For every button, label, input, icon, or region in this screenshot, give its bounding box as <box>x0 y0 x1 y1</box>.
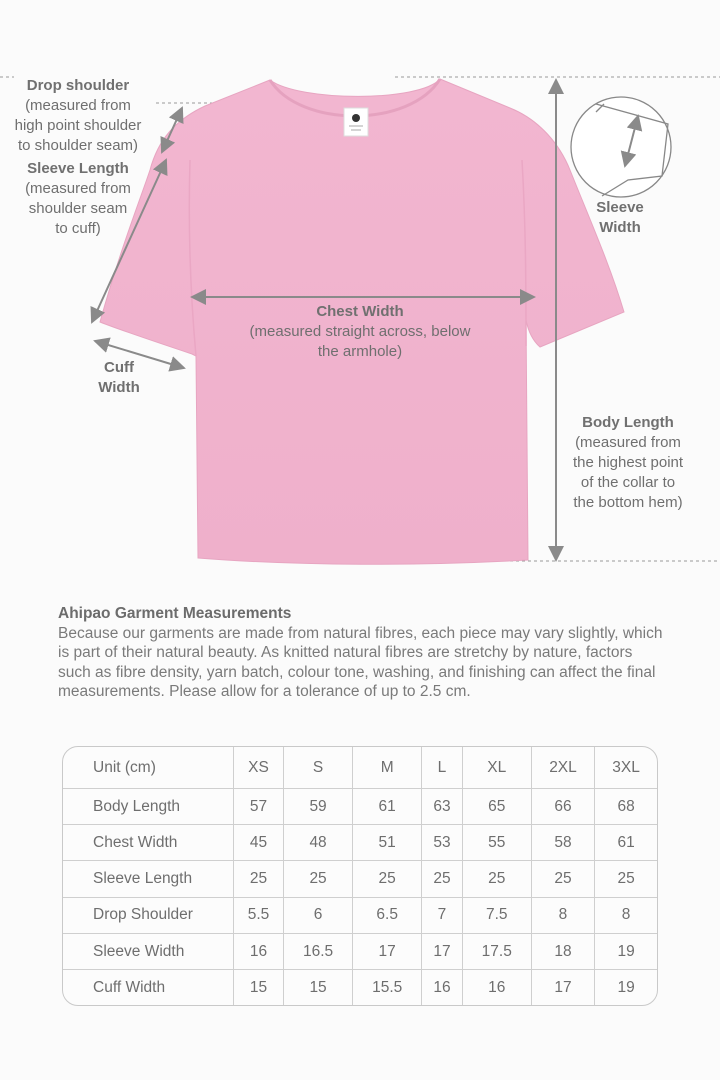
table-cell: 6 <box>284 897 353 933</box>
header-cell: XL <box>462 747 531 789</box>
header-cell: L <box>422 747 462 789</box>
table-cell: 5.5 <box>234 897 284 933</box>
table-cell: 6.5 <box>353 897 422 933</box>
cuff-width-annotation <box>84 358 154 398</box>
table-cell: 19 <box>595 933 657 969</box>
table-row <box>63 897 657 933</box>
chest-width-annotation <box>228 302 492 362</box>
table-cell: 8 <box>595 897 657 933</box>
header-cell: Unit (cm) <box>63 747 234 789</box>
table-cell: 51 <box>353 825 422 861</box>
table-cell: 65 <box>462 789 531 825</box>
row-label: Sleeve Length <box>63 861 234 897</box>
table-cell: 15.5 <box>353 970 422 1005</box>
table-cell: 57 <box>234 789 284 825</box>
table-row <box>63 825 657 861</box>
table-cell: 61 <box>595 825 657 861</box>
table-cell: 17 <box>531 970 594 1005</box>
row-label: Cuff Width <box>63 970 234 1005</box>
table-cell: 8 <box>531 897 594 933</box>
drop-shoulder-annotation <box>2 76 154 156</box>
table-cell: 55 <box>462 825 531 861</box>
table-cell: 45 <box>234 825 284 861</box>
size-chart <box>62 746 658 1006</box>
measurement-note-body: Because our garments are made from natural fibres, each piece may vary slightly, which is part of their natural beauty. As knitted natural fibres are stretchy by nature, factors such as fibre density, yarn batch, colour tone, washing, and finishing can affect the final measurements. Please allow for a tolerance of up to 2.5 cm. <box>58 624 663 700</box>
sleeve-length-line-3: to cuff) <box>55 220 101 237</box>
drop-shoulder-line-1: (measured from <box>25 97 131 114</box>
table-cell: 16 <box>234 933 284 969</box>
chest-width-line-2: the armhole) <box>317 343 403 360</box>
sleeve-width-title-2: Width <box>599 219 641 236</box>
table-cell: 66 <box>531 789 594 825</box>
size-table <box>63 747 657 1005</box>
table-cell: 25 <box>531 861 594 897</box>
table-cell: 25 <box>284 861 353 897</box>
table-cell: 25 <box>462 861 531 897</box>
table-cell: 68 <box>595 789 657 825</box>
row-label: Body Length <box>63 789 234 825</box>
table-cell: 19 <box>595 970 657 1005</box>
table-cell: 15 <box>234 970 284 1005</box>
row-label: Drop Shoulder <box>63 897 234 933</box>
body-length-line-1: (measured from <box>575 434 681 451</box>
table-row <box>63 861 657 897</box>
sleeve-length-annotation <box>2 159 154 239</box>
sleeve-length-title: Sleeve Length <box>27 160 129 177</box>
table-cell: 25 <box>422 861 462 897</box>
table-cell: 53 <box>422 825 462 861</box>
brand-logo-icon <box>352 114 360 122</box>
table-cell: 63 <box>422 789 462 825</box>
body-length-title: Body Length <box>582 414 674 431</box>
table-row <box>63 933 657 969</box>
drop-shoulder-title: Drop shoulder <box>26 77 130 94</box>
measurement-note-heading: Ahipao Garment Measurements <box>58 605 292 622</box>
table-cell: 61 <box>353 789 422 825</box>
sleeve-width-annotation <box>584 198 656 238</box>
table-cell: 17.5 <box>462 933 531 969</box>
drop-shoulder-line-3: to shoulder seam) <box>17 137 139 154</box>
table-cell: 16 <box>462 970 531 1005</box>
header-cell: 3XL <box>595 747 657 789</box>
table-cell: 16 <box>422 970 462 1005</box>
row-label: Chest Width <box>63 825 234 861</box>
sleeve-width-title: Sleeve <box>596 199 644 216</box>
measurement-note <box>58 604 668 702</box>
body-length-line-3: of the collar to <box>580 474 676 491</box>
header-cell: XS <box>234 747 284 789</box>
row-label: Sleeve Width <box>63 933 234 969</box>
sleeve-length-line-2: shoulder seam <box>28 200 128 217</box>
sleeve-width-inset <box>571 97 671 197</box>
table-cell: 18 <box>531 933 594 969</box>
table-cell: 16.5 <box>284 933 353 969</box>
chest-width-line-1: (measured straight across, below <box>249 323 471 340</box>
header-cell: 2XL <box>531 747 594 789</box>
sleeve-length-line-1: (measured from <box>25 180 131 197</box>
header-cell: S <box>284 747 353 789</box>
table-cell: 25 <box>234 861 284 897</box>
table-cell: 58 <box>531 825 594 861</box>
table-cell: 7.5 <box>462 897 531 933</box>
table-row <box>63 789 657 825</box>
table-cell: 17 <box>422 933 462 969</box>
body-length-line-4: the bottom hem) <box>573 494 683 511</box>
table-cell: 25 <box>595 861 657 897</box>
header-cell: M <box>353 747 422 789</box>
drop-shoulder-line-2: high point shoulder <box>14 117 142 134</box>
body-length-line-2: the highest point <box>572 454 684 471</box>
table-cell: 59 <box>284 789 353 825</box>
table-header-row <box>63 747 657 789</box>
chest-width-title: Chest Width <box>316 303 404 320</box>
cuff-width-title-2: Width <box>98 379 140 396</box>
body-length-annotation <box>560 413 696 513</box>
table-cell: 7 <box>422 897 462 933</box>
table-cell: 48 <box>284 825 353 861</box>
table-cell: 17 <box>353 933 422 969</box>
cuff-width-title: Cuff <box>104 359 134 376</box>
table-cell: 25 <box>353 861 422 897</box>
table-cell: 15 <box>284 970 353 1005</box>
table-row <box>63 970 657 1005</box>
